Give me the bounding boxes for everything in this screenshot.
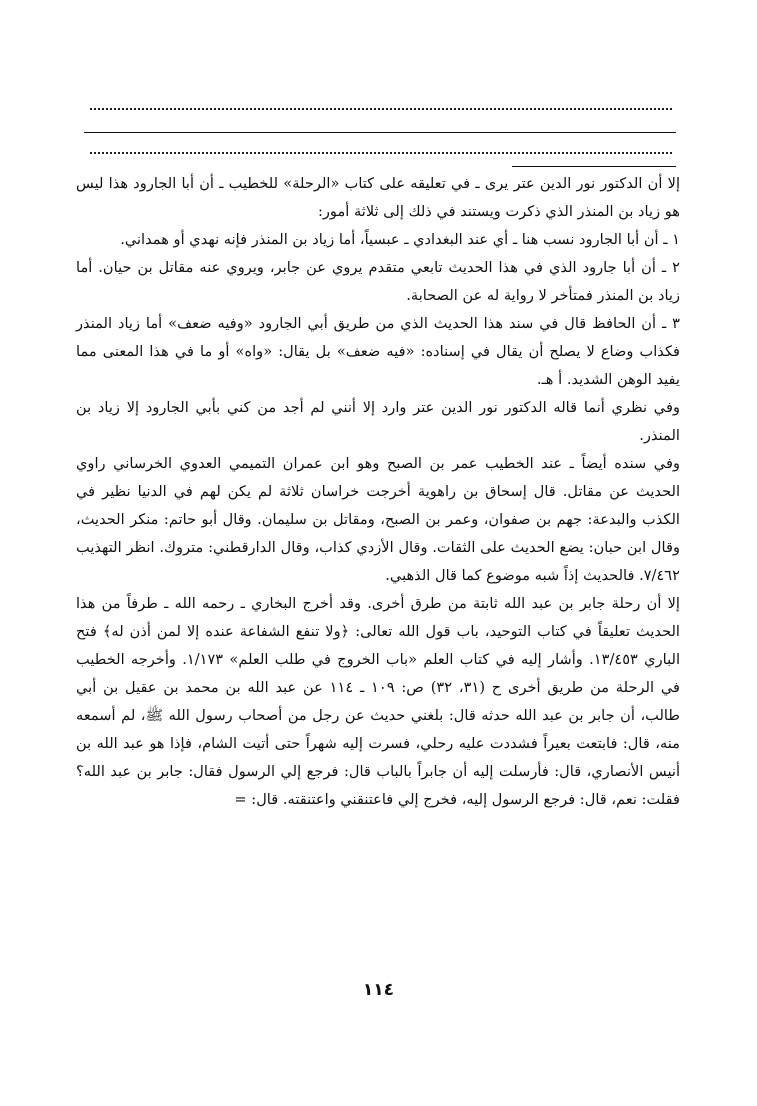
- footnote-paragraph: ٢ ـ أن أبا جارود الذي في هذا الحديث تابعي متقدم يروي عن جابر، ويروي عنه مقاتل بن حيان. أما زياد بن المنذر فمتأخر لا رواية له عن الصحابة.: [76, 259, 680, 304]
- footnote-paragraph: إلا أن الدكتور نور الدين عتر يرى ـ في تعليقه على كتاب «الرحلة» للخطيب ـ أن أبا الجارود هذا ليس هو زياد بن المنذر الذي ذكرت ويستند في ذلك إلى ثلاثة أمور:: [76, 175, 680, 220]
- footnote-paragraph: إلا أن رحلة جابر بن عبد الله ثابتة من طرق أخرى. وقد أخرج البخاري ـ رحمه الله ـ طرفاً من هذا الحديث تعليقاً في كتاب التوحيد، باب قول الله تعالى: ﴿ولا تنفع الشفاعة عنده إلا لمن أذن له﴾ فتح الباري ١٣/٤٥٣. وأشار إليه في كتاب العلم «باب الخروج في طلب العلم» ١/١٧٣. وأخرجه الخطيب في الرحلة من طريق أخرى ح (٣١، ٣٢) ص: ١٠٩ ـ ١١٤ عن عبد الله بن محمد بن عقيل بن أبي طالب، أن جابر بن عبد الله حدثه قال: بلغني حديث عن رجل من أصحاب رسول الله ﷺ، لم أسمعه منه، قال: فابتعت بعيراً فشددت عليه رحلي، فسرت إليه شهراً حتى أتيت الشام، فإذا هو عبد الله بن أنيس الأنصاري، قال: فأرسلت إليه أن جابراً بالباب قال: فرجع إلي الرسول فقال: جابر بن عبد الله؟ فقلت: نعم، قال: فرجع الرسول إليه، فخرج إلي فاعتنقني واعتنقته. قال: =: [76, 595, 680, 808]
- footnote-paragraph: ٣ ـ أن الحافظ قال في سند هذا الحديث الذي من طريق أبي الجارود «وفيه ضعف» أما زياد المنذر فكذاب وضاع لا يصلح أن يقال في إسناده: «فيه ضعف» بل يقال: «واه» أو ما في هذا المعنى مما يفيد الوهن الشديد. أ هـ.: [76, 315, 680, 388]
- dotted-separator-top: [90, 108, 672, 110]
- page-number: ١١٤: [362, 980, 395, 1000]
- footnote-separator-rule: [512, 166, 676, 167]
- horizontal-rule: [84, 132, 676, 133]
- footnote-paragraph: ١ ـ أن أبا الجارود نسب هنا ـ أي عند البغدادي ـ عبسياً، أما زياد بن المنذر فإنه نهدي أو همداني.: [120, 231, 680, 248]
- footnote-paragraph: وفي نظري أنما قاله الدكتور نور الدين عتر وارد إلا أنني لم أجد من كني بأبي الجارود إلا زياد بن المنذر.: [76, 399, 680, 444]
- dotted-separator-bottom: [90, 152, 672, 154]
- footnote-text-block: [76, 170, 680, 814]
- footnote-paragraph: وفي سنده أيضاً ـ عند الخطيب عمر بن الصبح وهو ابن عمران التميمي العدوي الخرساني راوي الحديث عن مقاتل. قال إسحاق بن راهوية أخرجت خراسان ثلاثة لم يكن لهم في الدنيا نظير في الكذب والبدعة: جهم بن صفوان، وعمر بن الصبح، ومقاتل بن سليمان. وقال أبو حاتم: منكر الحديث، وقال ابن حبان: يضع الحديث على الثقات. وقال الأزدي كذاب، وقال الدارقطني: متروك. انظر التهذيب ٧/٤٦٢. فالحديث إذاً شبه موضوع كما قال الذهبي.: [76, 455, 680, 584]
